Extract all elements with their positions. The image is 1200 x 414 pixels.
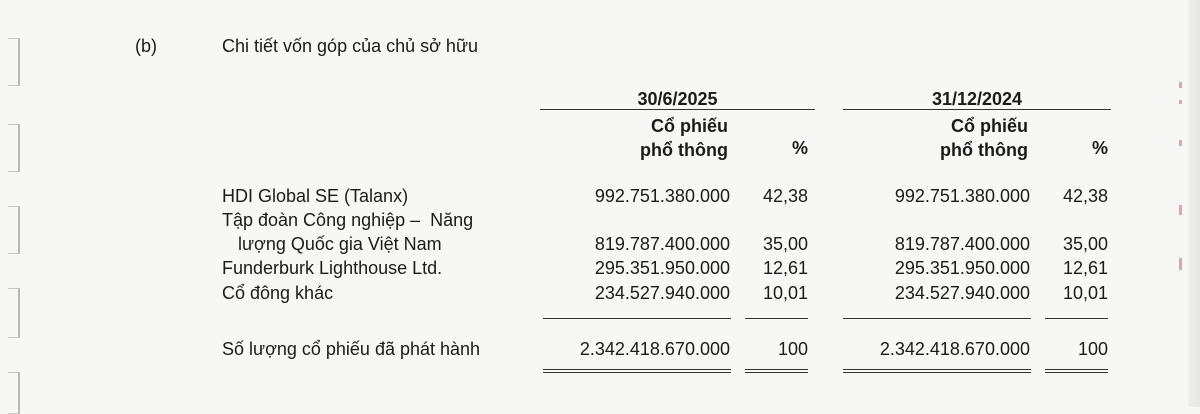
total-double-rule bbox=[745, 369, 808, 373]
column-date-2024: 31/12/2024 bbox=[931, 89, 1023, 109]
total-percent-2024: 100 bbox=[1077, 339, 1108, 359]
binder-mark bbox=[8, 372, 20, 414]
subtotal-rule bbox=[843, 318, 1031, 319]
percent-2024: 10,01 bbox=[1062, 283, 1108, 303]
header-rule-2025 bbox=[540, 109, 815, 110]
total-double-rule bbox=[1045, 369, 1108, 373]
scan-speck bbox=[1179, 100, 1182, 104]
scan-speck bbox=[1179, 258, 1182, 270]
shareholder-name: Tập đoàn Công nghiệp – Năng bbox=[222, 210, 474, 230]
header-rule-2024 bbox=[843, 109, 1111, 110]
percent-2025: 12,61 bbox=[762, 258, 808, 278]
percent-2024: 12,61 bbox=[1062, 258, 1108, 278]
shares-2024: 295.351.950.000 bbox=[894, 258, 1030, 278]
subtotal-rule bbox=[745, 318, 808, 319]
column-percent-2025: % bbox=[791, 138, 808, 158]
shareholder-name: Funderburk Lighthouse Ltd. bbox=[222, 258, 443, 278]
binder-mark bbox=[8, 124, 20, 172]
column-date-2025: 30/6/2025 bbox=[637, 89, 718, 109]
total-label: Số lượng cổ phiếu đã phát hành bbox=[222, 339, 481, 359]
shares-2025: 234.527.940.000 bbox=[594, 283, 730, 303]
shares-2024: 819.787.400.000 bbox=[894, 234, 1030, 254]
section-label: (b) bbox=[135, 36, 157, 56]
percent-2025: 35,00 bbox=[762, 234, 808, 254]
subtotal-rule bbox=[543, 318, 731, 319]
scan-speck bbox=[1179, 140, 1182, 146]
scan-speck bbox=[1179, 82, 1182, 88]
column-shares-2024: Cổ phiếu phổ thông bbox=[940, 116, 1028, 160]
percent-2024: 35,00 bbox=[1062, 234, 1108, 254]
total-percent-2025: 100 bbox=[777, 339, 808, 359]
percent-2025: 42,38 bbox=[762, 186, 808, 206]
shares-2025: 819.787.400.000 bbox=[594, 234, 730, 254]
percent-2025: 10,01 bbox=[762, 283, 808, 303]
shareholder-name-continued: lượng Quốc gia Việt Nam bbox=[238, 234, 442, 254]
column-shares-2025: Cổ phiếu phổ thông bbox=[640, 116, 728, 160]
percent-2024: 42,38 bbox=[1062, 186, 1108, 206]
column-percent-2024: % bbox=[1091, 138, 1108, 158]
shares-2024: 234.527.940.000 bbox=[894, 283, 1030, 303]
binder-mark bbox=[8, 288, 20, 338]
binder-mark bbox=[8, 38, 20, 86]
total-double-rule bbox=[543, 369, 731, 373]
scan-speck bbox=[1179, 205, 1182, 215]
binder-mark bbox=[8, 206, 20, 254]
shares-2025: 295.351.950.000 bbox=[594, 258, 730, 278]
total-shares-2024: 2.342.418.670.000 bbox=[879, 339, 1030, 359]
shareholder-name: HDI Global SE (Talanx) bbox=[222, 186, 409, 206]
section-title: Chi tiết vốn góp của chủ sở hữu bbox=[222, 36, 478, 56]
page-edge bbox=[1188, 0, 1200, 407]
shares-2024: 992.751.380.000 bbox=[894, 186, 1030, 206]
subtotal-rule bbox=[1045, 318, 1108, 319]
shares-2025: 992.751.380.000 bbox=[594, 186, 730, 206]
total-double-rule bbox=[843, 369, 1031, 373]
total-shares-2025: 2.342.418.670.000 bbox=[579, 339, 730, 359]
shareholder-name: Cổ đông khác bbox=[222, 283, 334, 303]
